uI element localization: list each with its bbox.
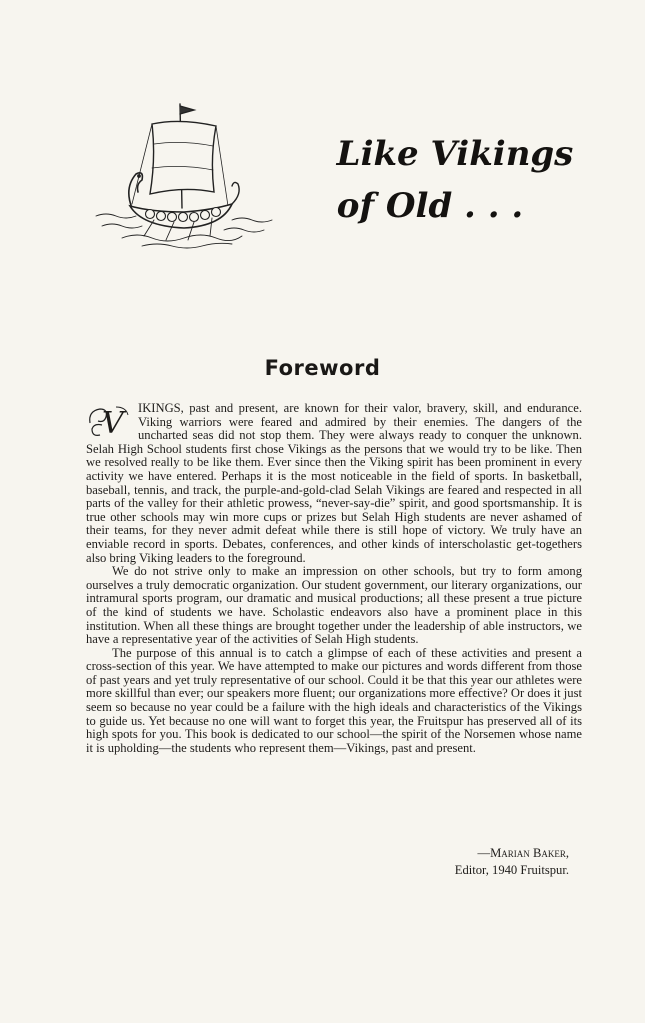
paragraph-1 <box>86 402 582 565</box>
title-line-1: Like Vikings <box>336 134 574 174</box>
page-title <box>300 128 600 232</box>
foreword-body <box>86 402 582 755</box>
viking-ship-icon <box>92 96 277 256</box>
paragraph-1-text: IKINGS, past and present, are known for their valor, bravery, skill, and endurance. Viking warriors were feared and admired by their enemies. The dangers of the uncharted seas did not stop them. They were always ready to conquer the unknown. Selah High School students first chose Vikings as the persons that we would try to be like. Then we resolved really to be like them. Ever since then the Viking spirit has been prominent in every activity we have entered. Perhaps it is the most noticeable in the field of sports. In basketball, baseball, tennis, and track, the purple-and-gold-clad Selah Vikings are feared and respected in all parts of the valley for their athletic prowess, “never-say-die” spirit, and good sportsmanship. It is true other schools may win more cups or prizes but Selah High students are never ashamed of their teams, for they never admit defeat while there is still hope of victory. We truly have an enviable record in sports. Debates, conferences, and other kinds of interscholastic get-togethers also bring Viking leaders to the foreground. <box>86 401 582 565</box>
dropcap-letter: V <box>102 406 124 441</box>
paragraph-3: The purpose of this annual is to catch a glimpse of each of these activities and present a cross-section of this year. We have attempted to make our pictures and words different from those of past years and yet truly representative of our school. Could it be that this year our athletes were more skillful than ever; our speakers more fluent; our organizations more effective? Or does it just seem so because no year could be a failure with the high ideals and characteristics of the Vikings to guide us. Yet because no one will want to forget this year, the Fruitspur has preserved all of its high spots for you. This book is dedicated to our school—the spirit of the Norsemen whose name it is upholding—the students who represent them—Vikings, past and present. <box>86 645 582 755</box>
signature-name: —Marian Baker, <box>477 846 569 860</box>
dropcap-v-icon <box>86 403 134 441</box>
signature-block <box>455 845 569 879</box>
foreword-heading: Foreword <box>264 356 381 380</box>
paragraph-2: We do not strive only to make an impression on other schools, but try to form among ourselves a truly democratic organization. Our student government, our literary organizations, our intramural sports program, our dramatic and musical productions; all these present a true picture of the kind of students we have. Scholastic endeavors also have a prominent place in this institution. When all these things are brought together under the leadership of able instructors, we have a representative year of the activities of Selah High students. <box>86 564 582 647</box>
title-line-2: of Old . . . <box>336 186 524 226</box>
signature-role: Editor, 1940 Fruitspur. <box>454 863 569 877</box>
